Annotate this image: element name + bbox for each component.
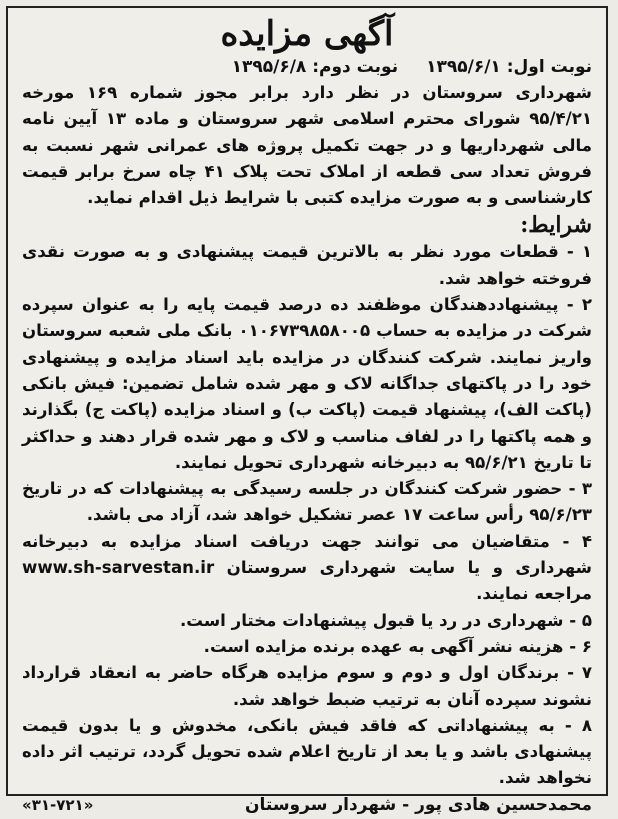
condition-item: ۳ - حضور شرکت کنندگان در جلسه رسیدگی به پیشنهادات که در تاریخ ۹۵/۶/۲۳ رأس ساعت ۱۷ عصر تشکیل خواهد شد، آزاد می باشد. [22,479,592,525]
condition-4-tail: مراجعه نمایند. [476,584,592,604]
first-publication-date: نوبت اول: ۱۳۹۵/۶/۱ [426,57,592,77]
condition-item: ۱ - قطعات مورد نظر به بالاترین قیمت پیشنهادی و به صورت نقدی فروخته خواهد شد. [22,242,592,288]
auction-notice [6,6,608,815]
signature-row [22,792,592,819]
conditions-heading: شرایط: [520,212,592,239]
condition-item [22,529,592,608]
publication-dates [22,54,592,80]
second-publication-date: نوبت دوم: ۱۳۹۵/۶/۸ [231,57,399,77]
condition-item: ۲ - پیشنهاددهندگان موظفند ده درصد قیمت پایه را به عنوان سپرده شرکت در مزایده به حساب ۰۱۰۶۷۳۹۸۵۸۰۰۵ بانک ملی شعبه سروستان واریز نمایند. شرکت کنندگان در مزایده باید اسناد مزایده و پیشنهادی خود را در پاکتهای جداگانه لاک و مهر شده شامل تضمین: فیش بانکی (پاکت الف)، پیشنهاد قیمت (پاکت ب) و اسناد مزایده (پاکت ج) بگذارند و همه پاکتها را در لفاف مناسب و لاک و مهر شده قرار دهند و حداکثر تا تاریخ ۹۵/۶/۲۱ به دبیرخانه شهرداری تحویل نمایند. [22,295,592,472]
conditions-list [22,239,592,791]
signatory: محمدحسین هادی پور - شهردار سروستان [245,794,592,815]
condition-item: ۸ - به پیشنهاداتی که فاقد فیش بانکی، مخدوش و یا بدون قیمت پیشنهادی باشد و یا بعد از تاریخ اعلام شده تحویل گردد، ترتیب اثر داده نخواهد شد. [22,715,592,788]
condition-item: ۵ - شهرداری در رد یا قبول پیشنهادات مختار است. [179,610,592,630]
notice-title: آگهی مزایده [220,14,394,54]
condition-item: ۶ - هزینه نشر آگهی به عهده برنده مزایده است. [203,636,592,656]
notice-code: «۳۱-۷۲۱» [22,795,94,814]
municipality-website-link[interactable]: www.sh-sarvestan.ir [22,558,215,578]
intro-paragraph: شهرداری سروستان در نظر دارد برابر مجوز شماره ۱۶۹ مورخه ۹۵/۴/۲۱ شورای محترم اسلامی شهر سروستان و ماده ۱۳ آیین نامه مالی شهرداریها و در جهت تکمیل پروژه های عمرانی شهر نسبت به فروش تعداد سی قطعه از املاک تحت پلاک ۴۱ چاه سرخ برابر قیمت کارشناسی و به صورت مزایده کتبی با شرایط ذیل اقدام نماید. [22,83,593,208]
condition-4-text: ۴ - متقاضیان می توانند جهت دریافت اسناد مزایده به دبیرخانه شهرداری و یا سایت شهرداری سروستان [22,531,592,578]
condition-item: ۷ - برندگان اول و دوم و سوم مزایده هرگاه حاضر به انعقاد قرارداد نشوند سپرده آنان به ترتیب ضبط خواهد شد. [22,663,592,709]
